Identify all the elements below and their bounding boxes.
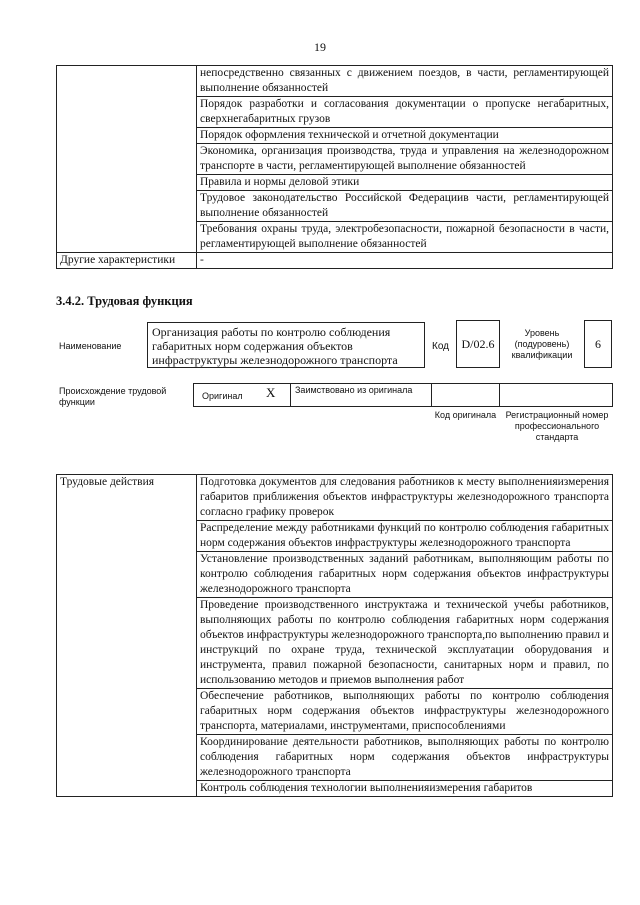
original-cell: [193, 383, 291, 407]
page-number: 19: [314, 40, 326, 54]
original-label: Оригинал: [202, 391, 243, 401]
list-item: Правила и нормы деловой этики: [197, 175, 613, 191]
original-mark: X: [266, 385, 276, 400]
borrowed-cell: [290, 383, 432, 407]
level-label: Уровень (подуровень) квалификации: [511, 328, 573, 360]
section-title: 3.4.2. Трудовая функция: [56, 294, 193, 308]
list-item: Подготовка документов для следования работников к месту выполненияизмерения габаритов приближения объектов инфраструктуры железнодорожного транспорта согласно графику проверок: [197, 475, 613, 521]
row-label-actions: Трудовые действия: [57, 475, 197, 797]
origin-label: Происхождение трудовой функции: [59, 386, 167, 407]
code-original-caption: Код оригинала: [434, 410, 497, 420]
level-value: 6: [584, 320, 612, 368]
row-label-empty: [57, 66, 197, 253]
list-item: Порядок оформления технической и отчетной документации: [197, 128, 613, 144]
labor-actions-table: [56, 474, 613, 797]
function-name: Организация работы по контролю соблюдения габаритных норм содержания объектов инфраструктуры железнодорожного транспорта: [147, 322, 425, 368]
code-original-cell: [431, 383, 500, 407]
list-item: -: [197, 253, 613, 269]
list-item: Проведение производственного инструктажа и технической учебы работников, выполняющих работы по контролю соблюдения габаритных норм содержания объектов инфраструктуры железнодорожного транспорта,по выполнению правил и инструкций по охране труда, технической эксплуатации оборудования и инструмента, правил пожарной безопасности, санитарных норм и правил, по использованию методов и приемов выполнения работ: [197, 598, 613, 689]
list-item: Распределение между работниками функций по контролю соблюдения габаритных норм содержания объектов инфраструктуры железнодорожного транспорта: [197, 521, 613, 552]
reg-number-cell: [499, 383, 613, 407]
list-item: Обеспечение работников, выполняющих работы по контролю соблюдения габаритных норм содержания объектов инфраструктуры железнодорожного транспорта, материалами, инструментами, приспособлениями: [197, 689, 613, 735]
row-label-other: Другие характеристики: [57, 253, 197, 269]
reg-number-caption: Регистрационный номер профессионального стандарта: [505, 410, 609, 442]
knowledge-table: [56, 65, 613, 269]
list-item: Координирование деятельности работников, выполняющих работы по контролю соблюдения габаритных норм содержания объектов инфраструктуры железнодорожного транспорта: [197, 735, 613, 781]
list-item: Контроль соблюдения технологии выполненияизмерения габаритов: [197, 781, 613, 797]
origin-row: [193, 383, 613, 407]
list-item: Экономика, организация производства, труда и управления на железнодорожном транспорте в части, регламентирующей выполнение обязанностей: [197, 144, 613, 175]
list-item: Трудовое законодательство Российской Федерациив части, регламентирующей выполнение обязанностей: [197, 191, 613, 222]
list-item: Установление производственных заданий работникам, выполняющим работы по контролю соблюдения габаритных норм содержания объектов инфраструктуры железнодорожного транспорта: [197, 552, 613, 598]
code-value: D/02.6: [456, 320, 500, 368]
code-label: Код: [432, 341, 450, 352]
borrowed-label: Заимствовано из оригинала: [295, 385, 413, 395]
list-item: непосредственно связанных с движением поездов, в части, регламентирующей выполнение обязанностей: [197, 66, 613, 97]
name-label: Наименование: [59, 341, 122, 351]
list-item: Порядок разработки и согласования документации о пропуске негабаритных, сверхнегабаритных грузов: [197, 97, 613, 128]
list-item: Требования охраны труда, электробезопасности, пожарной безопасности в части, регламентирующей выполнение обязанностей: [197, 222, 613, 253]
